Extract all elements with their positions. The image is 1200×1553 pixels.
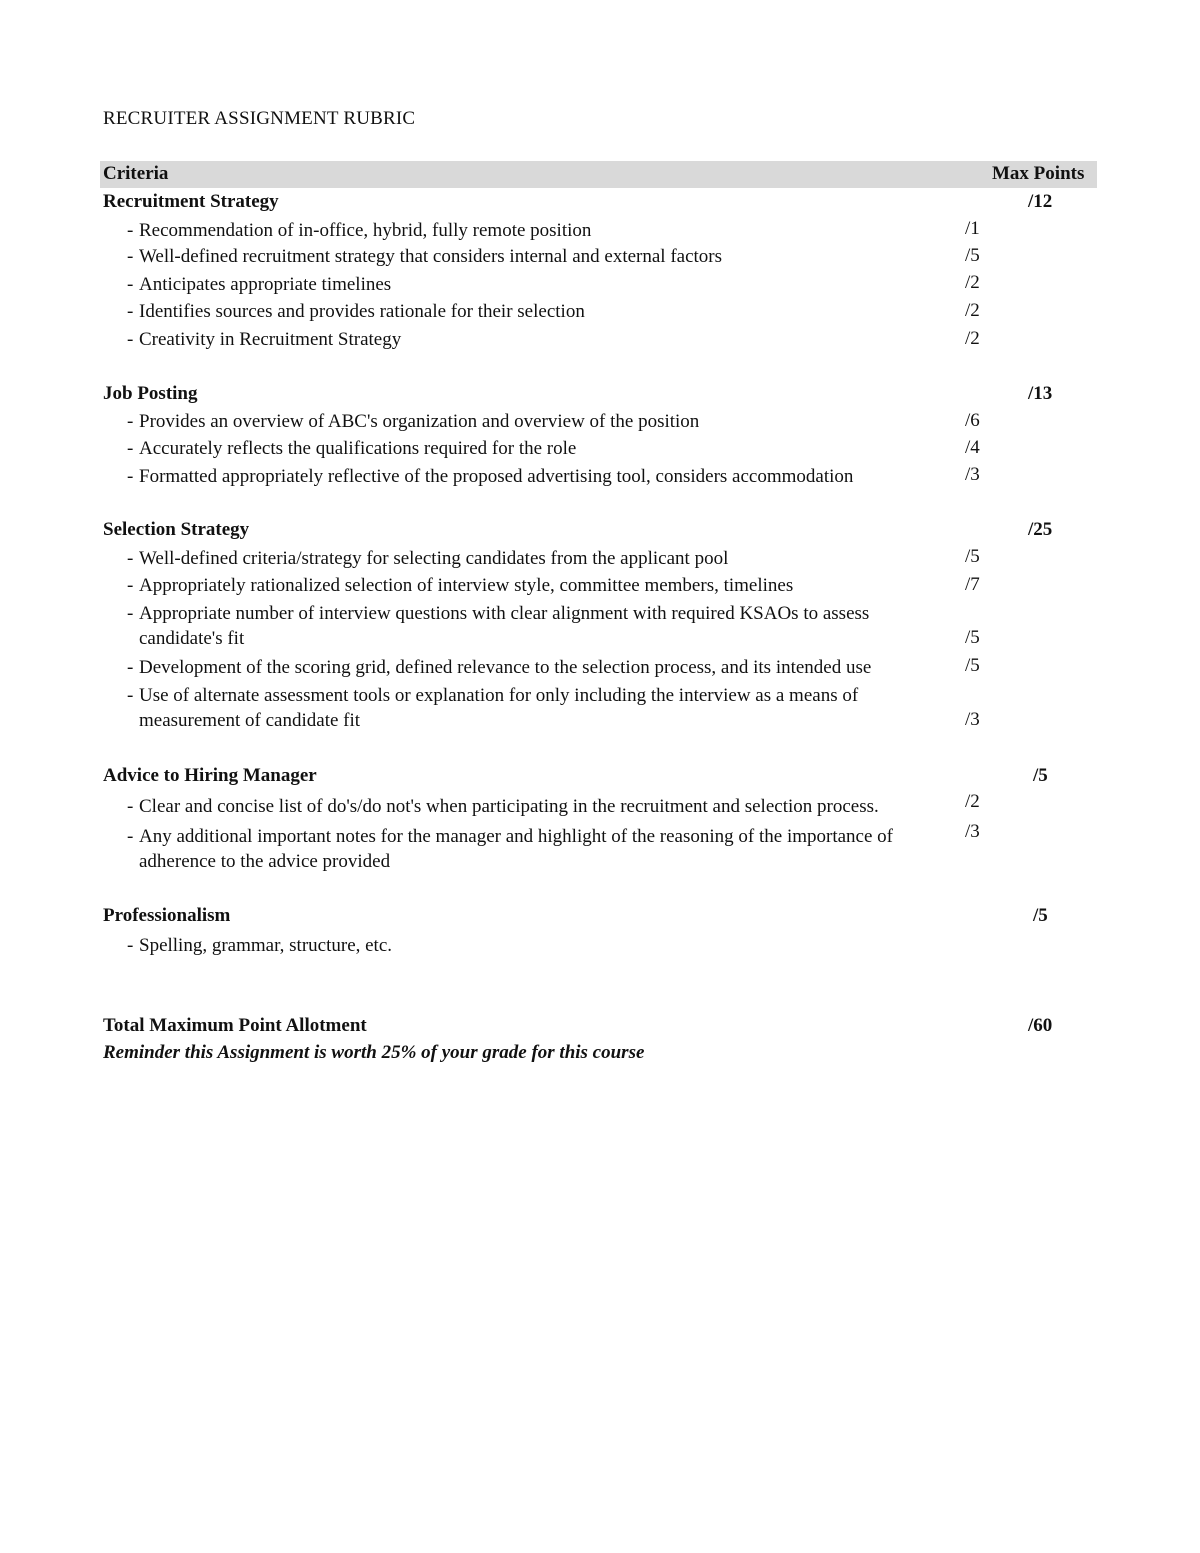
document-title: RECRUITER ASSIGNMENT RUBRIC — [103, 108, 416, 129]
item-points: /5 — [965, 655, 980, 676]
section-title-advice-to-hiring-manager: Advice to Hiring Manager — [103, 765, 317, 786]
item-points: /3 — [965, 464, 980, 485]
item-points: /2 — [965, 272, 980, 293]
item-points: /3 — [965, 821, 980, 842]
item-points: /3 — [965, 709, 980, 730]
item-points: /4 — [965, 437, 980, 458]
item-points: /2 — [965, 328, 980, 349]
rubric-item: - Recommendation of in-office, hybrid, fully remote position — [127, 220, 592, 241]
section-title-professionalism: Professionalism — [103, 905, 231, 926]
section-total-job-posting: /13 — [1028, 383, 1053, 404]
section-title-selection-strategy: Selection Strategy — [103, 519, 250, 540]
rubric-item: - Any additional important notes for the manager and highlight of the reasoning of the importance of adherence to the advice provided — [127, 826, 893, 872]
grade-reminder: Reminder this Assignment is worth 25% of your grade for this course — [103, 1042, 645, 1063]
section-total-advice-to-hiring-manager: /5 — [1033, 765, 1048, 786]
criteria-header: Criteria — [103, 163, 169, 184]
section-title-job-posting: Job Posting — [103, 383, 198, 404]
rubric-item: - Identifies sources and provides rationale for their selection — [127, 301, 585, 322]
total-label: Total Maximum Point Allotment — [103, 1015, 367, 1036]
section-total-selection-strategy: /25 — [1028, 519, 1053, 540]
rubric-item: - Formatted appropriately reflective of the proposed advertising tool, considers accommodation — [127, 466, 854, 487]
rubric-item: - Appropriate number of interview questions with clear alignment with required KSAOs to assess candidate's fit — [127, 603, 870, 649]
rubric-item: - Anticipates appropriate timelines — [127, 274, 392, 295]
rubric-item: - Well-defined recruitment strategy that considers internal and external factors — [127, 246, 723, 267]
item-points: /5 — [965, 245, 980, 266]
rubric-item: - Accurately reflects the qualifications required for the role — [127, 438, 577, 459]
rubric-item: - Development of the scoring grid, defined relevance to the selection process, and its intended use — [127, 657, 872, 678]
section-title-recruitment-strategy: Recruitment Strategy — [103, 191, 279, 212]
item-points: /5 — [965, 627, 980, 648]
item-points: /7 — [965, 574, 980, 595]
table-header — [100, 161, 1097, 188]
item-points: /6 — [965, 410, 980, 431]
rubric-item: - Well-defined criteria/strategy for selecting candidates from the applicant pool — [127, 548, 729, 569]
item-points: /2 — [965, 300, 980, 321]
rubric-item: - Spelling, grammar, structure, etc. — [127, 935, 393, 956]
item-points: /1 — [965, 218, 980, 239]
max-points-header: Max Points — [992, 163, 1085, 184]
item-points: /5 — [965, 546, 980, 567]
rubric-item: - Creativity in Recruitment Strategy — [127, 329, 402, 350]
section-total-professionalism: /5 — [1033, 905, 1048, 926]
section-total-recruitment-strategy: /12 — [1028, 191, 1053, 212]
rubric-item: - Clear and concise list of do's/do not's when participating in the recruitment and selection process. — [127, 796, 879, 817]
rubric-item: - Appropriately rationalized selection of interview style, committee members, timelines — [127, 575, 794, 596]
rubric-item: - Use of alternate assessment tools or explanation for only including the interview as a means of measurement of candidate fit — [127, 685, 859, 731]
rubric-item: - Provides an overview of ABC's organization and overview of the position — [127, 411, 700, 432]
item-points: /2 — [965, 791, 980, 812]
total-value: /60 — [1028, 1015, 1053, 1036]
